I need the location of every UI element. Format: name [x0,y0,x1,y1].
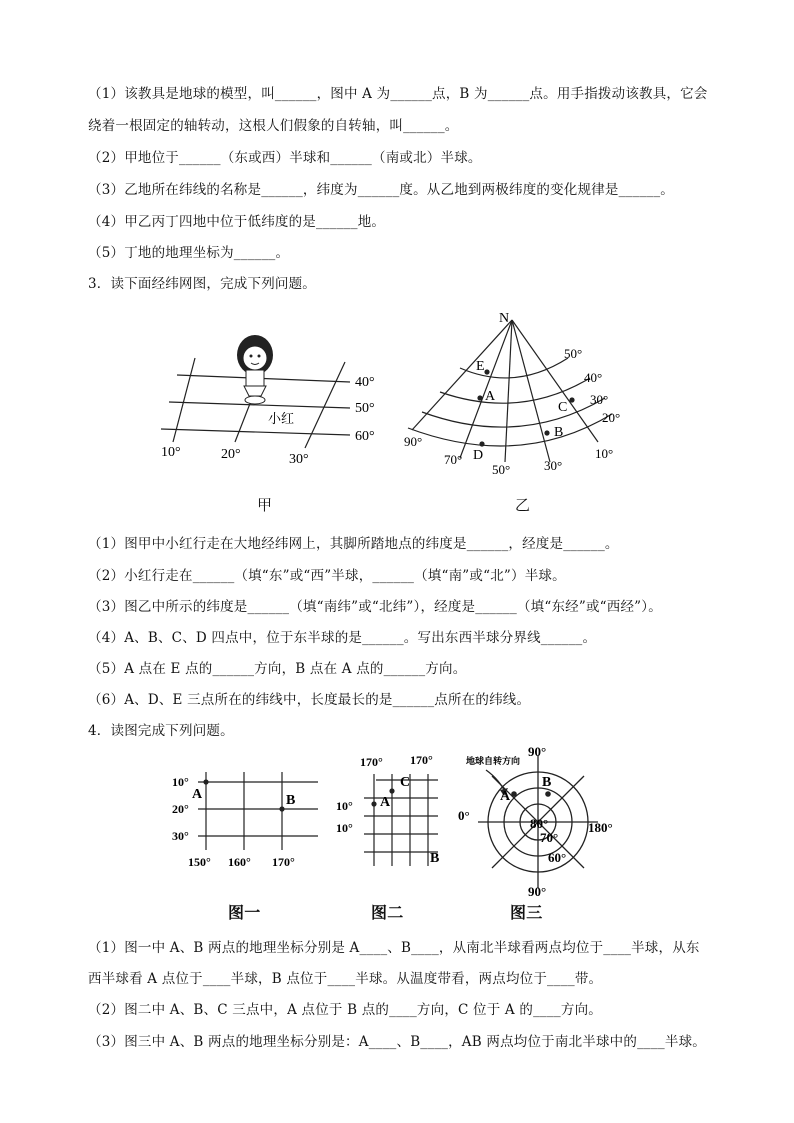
fig1-lat-30: 30° [172,829,189,843]
fig1-point-a: A [192,787,203,802]
yi-lon-70: 70° [444,452,463,467]
q3-title: 3．读下面经纬网图，完成下列问题。 [88,276,316,292]
q2-line-2: 绕着一根固定的轴转动，这根人们假象的自转轴，叫______。 [88,118,459,134]
yi-lat-40: 40° [584,370,603,385]
q2-line-4: （3）乙地所在纬线的名称是______，纬度为______度。从乙地到两极纬度的变化规律是______。 [88,182,674,198]
fig2-point-b: B [430,851,440,866]
jia-lat-40: 40° [355,375,375,390]
jia-lon-10: 10° [161,445,181,460]
yi-lat-30: 30° [590,392,609,407]
point-e: E [476,359,485,374]
q4-line-2: 西半球看 A 点位于____半球，B 点位于____半球。从温度带看，两点均位于____带。 [88,971,603,987]
fig3-left-0: 0° [458,808,470,823]
jia-lon-30: 30° [289,452,309,467]
figure-yi [400,302,630,480]
yi-lon-30: 30° [544,458,563,473]
caption-fig1: 图一 [228,903,261,922]
q2-line-6: （5）丁地的地理坐标为______。 [88,245,290,261]
q2-line-3: （2）甲地位于______（东或西）半球和______（南或北）半球。 [88,150,482,166]
fig2-point-c: C [400,775,411,790]
yi-lon-10: 10° [595,446,614,461]
fig2-top-170-left: 170° [360,755,383,769]
fig1-lat-10: 10° [172,775,189,789]
fig2-left-10-bottom: 10° [336,821,353,835]
fig3-point-a: A [500,789,511,804]
fig3-lat-60: 60° [548,850,567,865]
fig1-lon-160: 160° [228,855,251,869]
q3-line-3: （3）图乙中所示的纬度是______（填“南纬”或“北纬”），经度是______（填“东经”或“西经”）。 [88,599,662,615]
yi-lat-50: 50° [564,346,583,361]
caption-fig2: 图二 [371,903,404,922]
yi-lat-20: 20° [602,410,621,425]
fig1-lat-20: 20° [172,802,189,816]
figure-three [456,742,636,898]
q4-line-4: （3）图三中 A、B 两点的地理坐标分别是：A____、B____，AB 两点均位于南北半球中的____半球。 [88,1034,706,1050]
fig1-lon-170: 170° [272,855,295,869]
figure-two [334,746,454,874]
rotation-label: 地球自转方向 [466,757,521,767]
caption-yi: 乙 [515,496,531,514]
fig2-left-10-top: 10° [336,799,353,813]
fig3-bottom-90: 90° [528,884,547,898]
q4-title: 4．读图完成下列问题。 [88,723,234,739]
fig2-top-170-right: 170° [410,753,433,767]
jia-lat-60: 60° [355,429,375,444]
pole-n: N [499,311,510,326]
caption-jia: 甲 [257,496,273,514]
jia-lat-50: 50° [355,401,375,416]
jia-lon-20: 20° [221,447,241,462]
yi-lon-50: 50° [492,462,511,477]
point-c: C [558,400,568,415]
fig2-point-a: A [380,795,391,810]
q3-line-2: （2）小红行走在______（填“东”或“西”半球，______（填“南”或“北”）半球。 [88,568,566,584]
figure-jia [155,330,395,470]
girl-figure [237,335,273,404]
fig3-lat-80: 80° [530,816,549,831]
q2-line-1: （1）该教具是地球的模型，叫______，图中 A 为______点，B 为______点。用手指拨动该教具，它会 [88,86,708,102]
point-d: D [473,448,484,463]
point-b: B [554,425,564,440]
yi-lon-90: 90° [404,434,423,449]
fig1-point-b: B [286,793,296,808]
fig3-top-90: 90° [528,744,547,759]
fig3-point-b: B [542,775,552,790]
fig3-right-180: 180° [588,820,613,835]
point-a: A [485,389,496,404]
q3-line-5: （5）A 点在 E 点的______方向，B 点在 A 点的______方向。 [88,661,467,677]
q4-line-1: （1）图一中 A、B 两点的地理坐标分别是 A____、B____，从南北半球看两点均位于____半球，从东 [88,940,700,956]
person-label: 小红 [268,411,295,426]
q3-line-6: （6）A、D、E 三点所在的纬线中，长度最长的是______点所在的纬线。 [88,692,531,708]
q4-line-3: （2）图二中 A、B、C 三点中，A 点位于 B 点的____方向，C 位于 A 的____方向。 [88,1002,602,1018]
fig3-lat-70: 70° [540,830,559,845]
caption-fig3: 图三 [510,903,543,922]
figure-one [168,764,328,874]
q3-line-4: （4）A、B、C、D 四点中，位于东半球的是______。写出东西半球分界线______。 [88,630,597,646]
fig1-lon-150: 150° [188,855,211,869]
q3-line-1: （1）图甲中小红行走在大地经纬网上，其脚所踏地点的纬度是______，经度是______。 [88,536,619,552]
q2-line-5: （4）甲乙丙丁四地中位于低纬度的是______地。 [88,214,386,230]
